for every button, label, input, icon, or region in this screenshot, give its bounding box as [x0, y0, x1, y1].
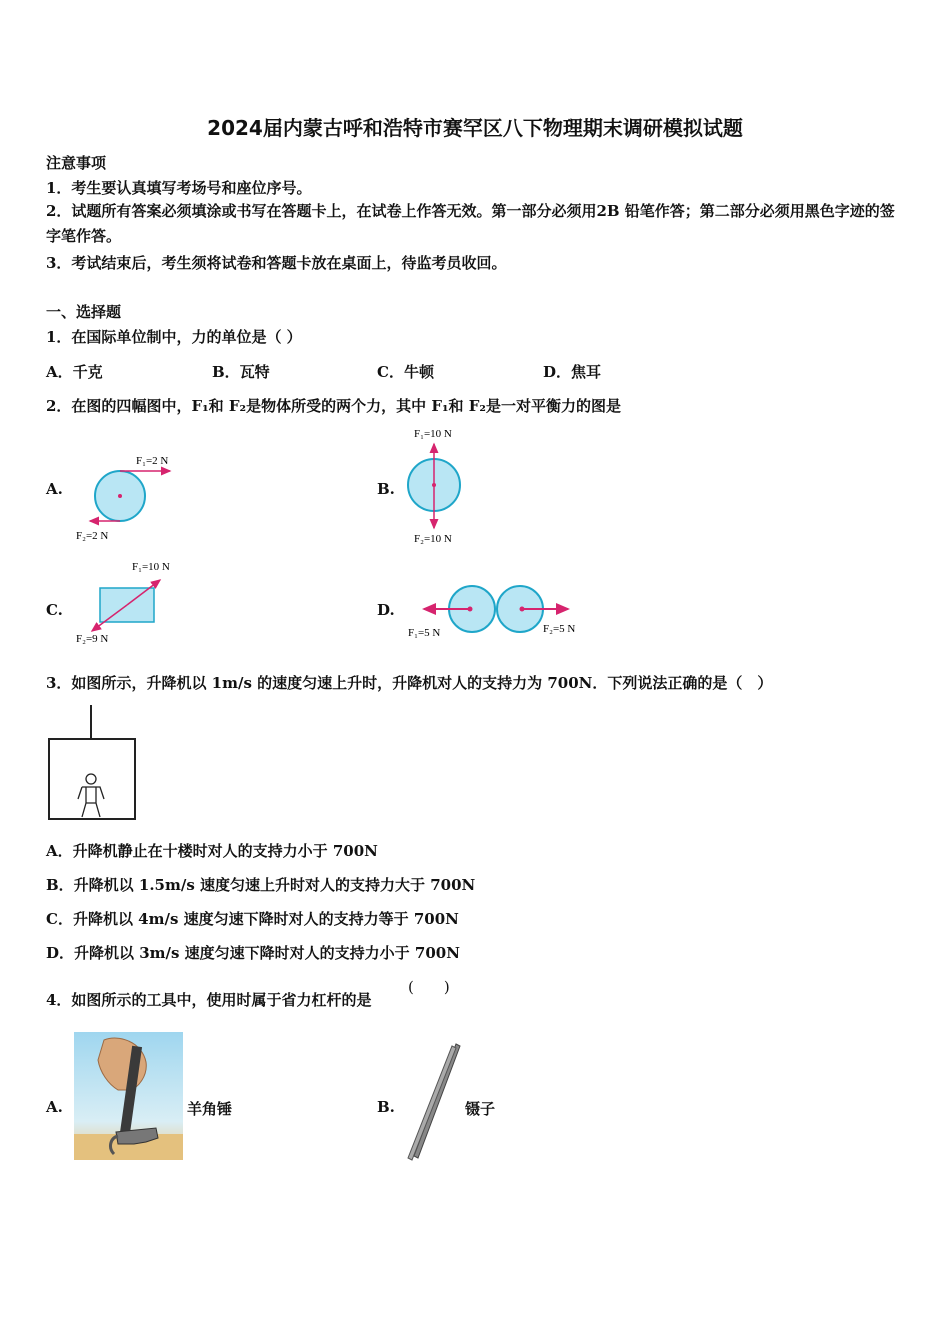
q1-option-a: A．千克 — [46, 363, 103, 381]
q1-option-c: C．牛顿 — [377, 363, 434, 381]
claw-hammer-image — [74, 1032, 183, 1160]
q4-option-b-letter: B. — [377, 1098, 395, 1116]
notice-item-1: 1．考生要认真填写考场号和座位序号。 — [46, 179, 312, 197]
label-f2: F₂=2 N — [76, 530, 109, 542]
tweezers-image — [400, 1040, 466, 1164]
q3-option-b: B．升降机以 1.5m/s 速度匀速上升时对人的支持力大于 700N — [46, 876, 476, 894]
q1-option-b: B．瓦特 — [212, 363, 270, 381]
q2-stem: 2．在图的四幅图中，F₁和 F₂是物体所受的两个力，其中 F₁和 F₂是一对平衡力的图是 — [46, 397, 621, 415]
q4-option-a-letter: A. — [46, 1098, 63, 1116]
label-f1: F₁=10 N — [414, 428, 452, 440]
q2-option-d-letter: D. — [377, 601, 395, 619]
q1-option-d: D．焦耳 — [543, 363, 602, 381]
q3-option-c: C．升降机以 4m/s 速度匀速下降时对人的支持力等于 700N — [46, 910, 459, 928]
page-title: 2024届内蒙古呼和浩特市赛罕区八下物理期末调研模拟试题 — [207, 116, 743, 140]
label-f2: F₂=9 N — [76, 633, 109, 645]
label-f2: F₂=5 N — [543, 623, 576, 635]
q3-option-d: D．升降机以 3m/s 速度匀速下降时对人的支持力小于 700N — [46, 944, 460, 962]
q1-stem: 1．在国际单位制中，力的单位是（ ） — [46, 328, 302, 346]
label-f2: F₂=10 N — [414, 533, 452, 545]
q3-stem: 3．如图所示，升降机以 1m/s 的速度匀速上升时，升降机对人的支持力为 700N．下列说法正确的是（ ） — [46, 674, 773, 692]
q2-figure-d — [400, 582, 600, 644]
q4-option-a-label: 羊角锤 — [187, 1100, 233, 1118]
q2-figure-c — [70, 556, 190, 648]
q4-option-b-label: 镊子 — [465, 1100, 496, 1118]
notice-item-2: 2．试题所有答案必须填涂或书写在答题卡上，在试卷上作答无效。第一部分必须用2B 铅笔作答；第二部分必须用黑色字迹的签字笔作答。 — [46, 202, 895, 245]
label-f1: F₁=5 N — [408, 627, 441, 639]
elevator-car — [49, 739, 135, 819]
elevator-figure — [44, 703, 140, 823]
notice-heading: 注意事项 — [46, 154, 107, 172]
q2-option-c-letter: C. — [46, 601, 63, 619]
q4-stem: 4．如图所示的工具中，使用时属于省力杠杆的是 — [46, 991, 372, 1009]
q2-figure-a — [70, 448, 195, 548]
label-f1: F₁=2 N — [136, 455, 169, 467]
q2-option-b-letter: B. — [377, 480, 395, 498]
section-heading: 一、选择题 — [46, 303, 122, 321]
label-f1: F₁=10 N — [132, 561, 170, 573]
q3-option-a: A．升降机静止在十楼时对人的支持力小于 700N — [46, 842, 378, 860]
q4-answer-paren: ( ) — [408, 978, 450, 996]
notice-item-3: 3．考试结束后，考生须将试卷和答题卡放在桌面上，待监考员收回。 — [46, 254, 507, 272]
q2-option-a-letter: A. — [46, 480, 63, 498]
q2-figure-b — [400, 424, 490, 550]
